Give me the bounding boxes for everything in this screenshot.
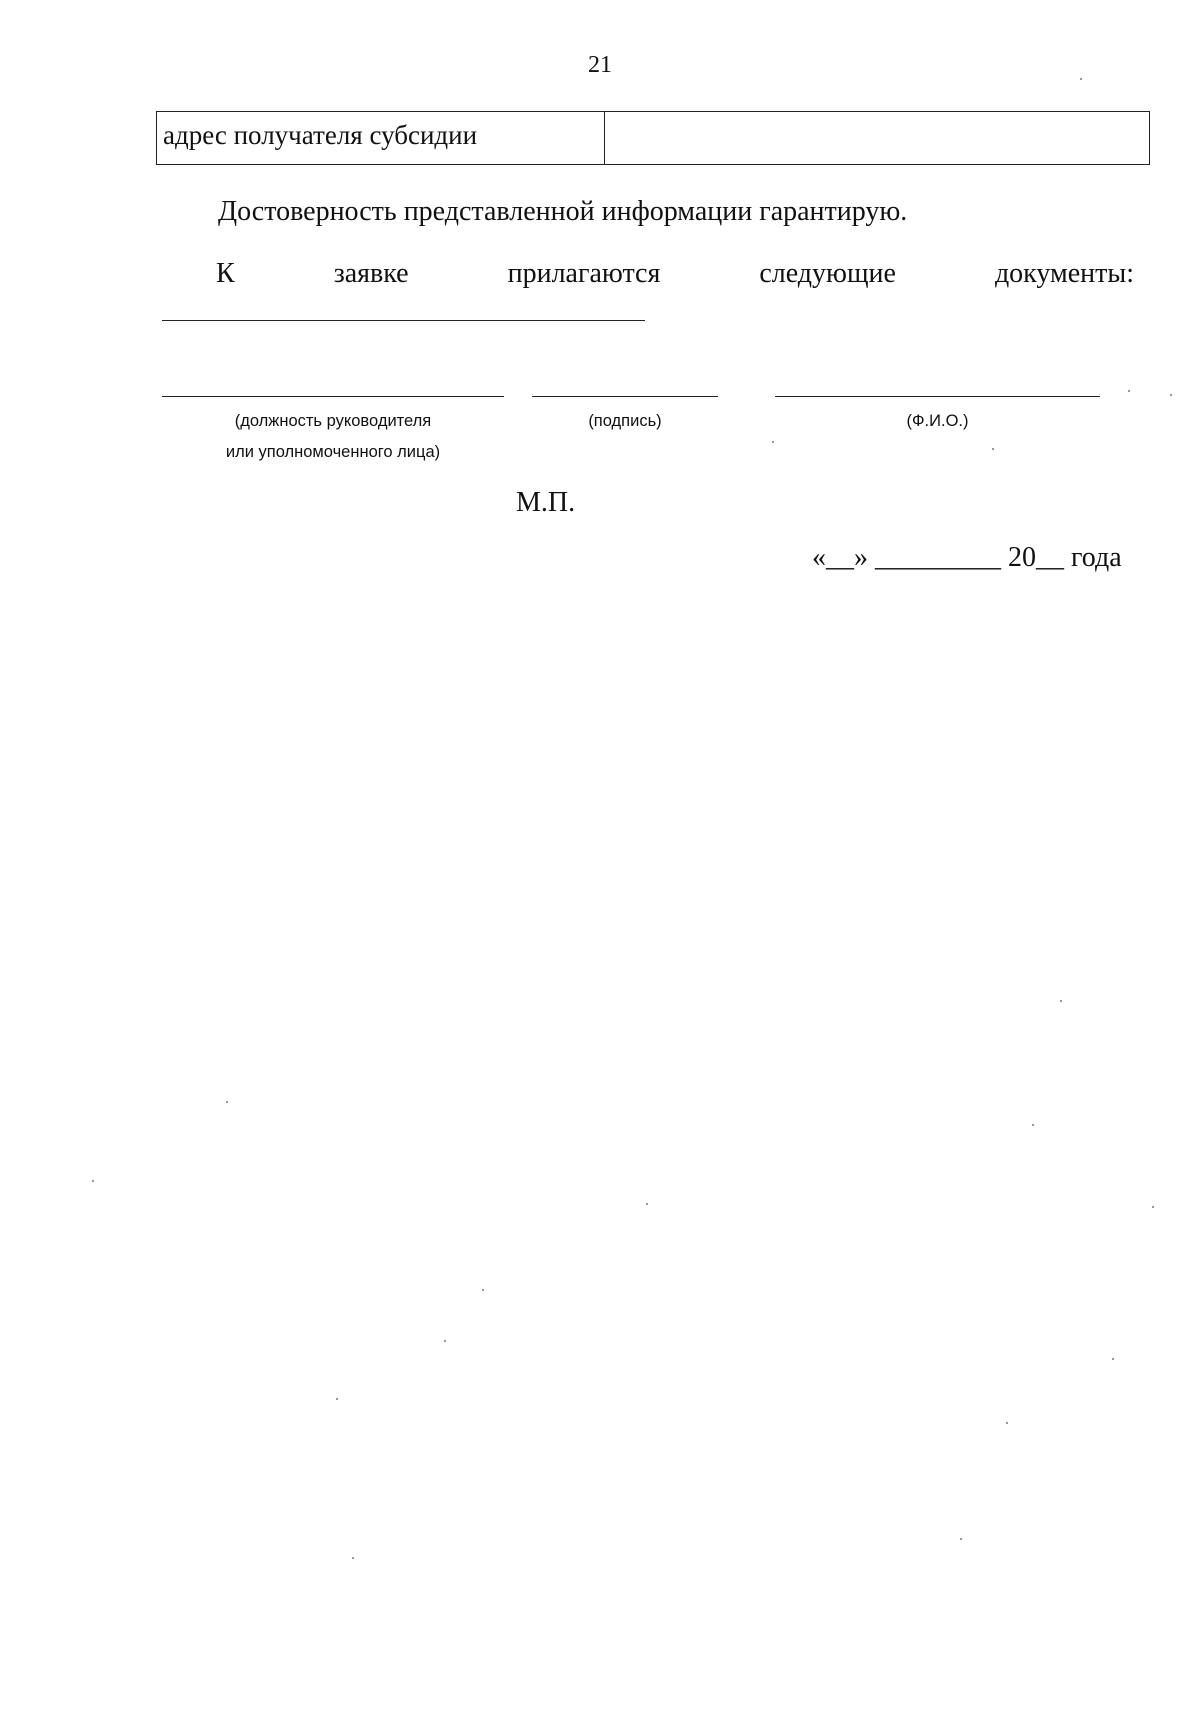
- page-number: 21: [588, 52, 612, 78]
- attachments-word: К: [216, 258, 235, 289]
- scan-speck: [646, 1203, 648, 1205]
- position-caption: [162, 406, 504, 468]
- scan-speck: [1112, 1358, 1114, 1360]
- scan-speck: [92, 1180, 94, 1182]
- scan-speck: [352, 1557, 354, 1559]
- fio-caption: (Ф.И.О.): [906, 412, 969, 430]
- guarantee-statement: Достоверность представленной информации гарантирую.: [218, 196, 908, 227]
- attachments-word: следующие: [759, 258, 896, 289]
- signature-caption: (подпись): [588, 412, 662, 430]
- position-caption-line: (должность руководителя: [234, 412, 432, 430]
- scan-speck: [1170, 394, 1172, 396]
- scan-speck: [960, 1538, 962, 1540]
- scan-speck: [336, 1398, 338, 1400]
- position-caption-line: или уполномоченного лица): [225, 443, 441, 461]
- scan-speck: [444, 1340, 446, 1342]
- attachments-word: прилагаются: [507, 258, 661, 289]
- scan-speck: [1060, 1000, 1062, 1002]
- scan-speck: [1152, 1206, 1154, 1208]
- position-blank-line[interactable]: [162, 396, 504, 397]
- fio-blank-line[interactable]: [775, 396, 1100, 397]
- scan-speck: [482, 1289, 484, 1291]
- scan-speck: [992, 448, 994, 450]
- scan-speck: [1128, 390, 1130, 392]
- scan-speck: [772, 441, 774, 443]
- attachments-word: документы:: [994, 258, 1134, 289]
- date-line: «__» _________ 20__ года: [812, 542, 1122, 573]
- scan-speck: [1080, 78, 1082, 80]
- signature-blank-line[interactable]: [532, 396, 718, 397]
- scan-speck: [1032, 1124, 1034, 1126]
- recipient-info-table: [156, 111, 1150, 165]
- attachments-word: заявке: [333, 258, 409, 289]
- stamp-placeholder: М.П.: [516, 487, 576, 518]
- attachments-blank-line[interactable]: [162, 320, 645, 321]
- scan-speck: [226, 1101, 228, 1103]
- attachments-statement: [216, 258, 1134, 290]
- recipient-address-label: адрес получателя субсидии: [157, 112, 605, 164]
- scan-speck: [1006, 1422, 1008, 1424]
- recipient-address-value[interactable]: [605, 112, 1149, 164]
